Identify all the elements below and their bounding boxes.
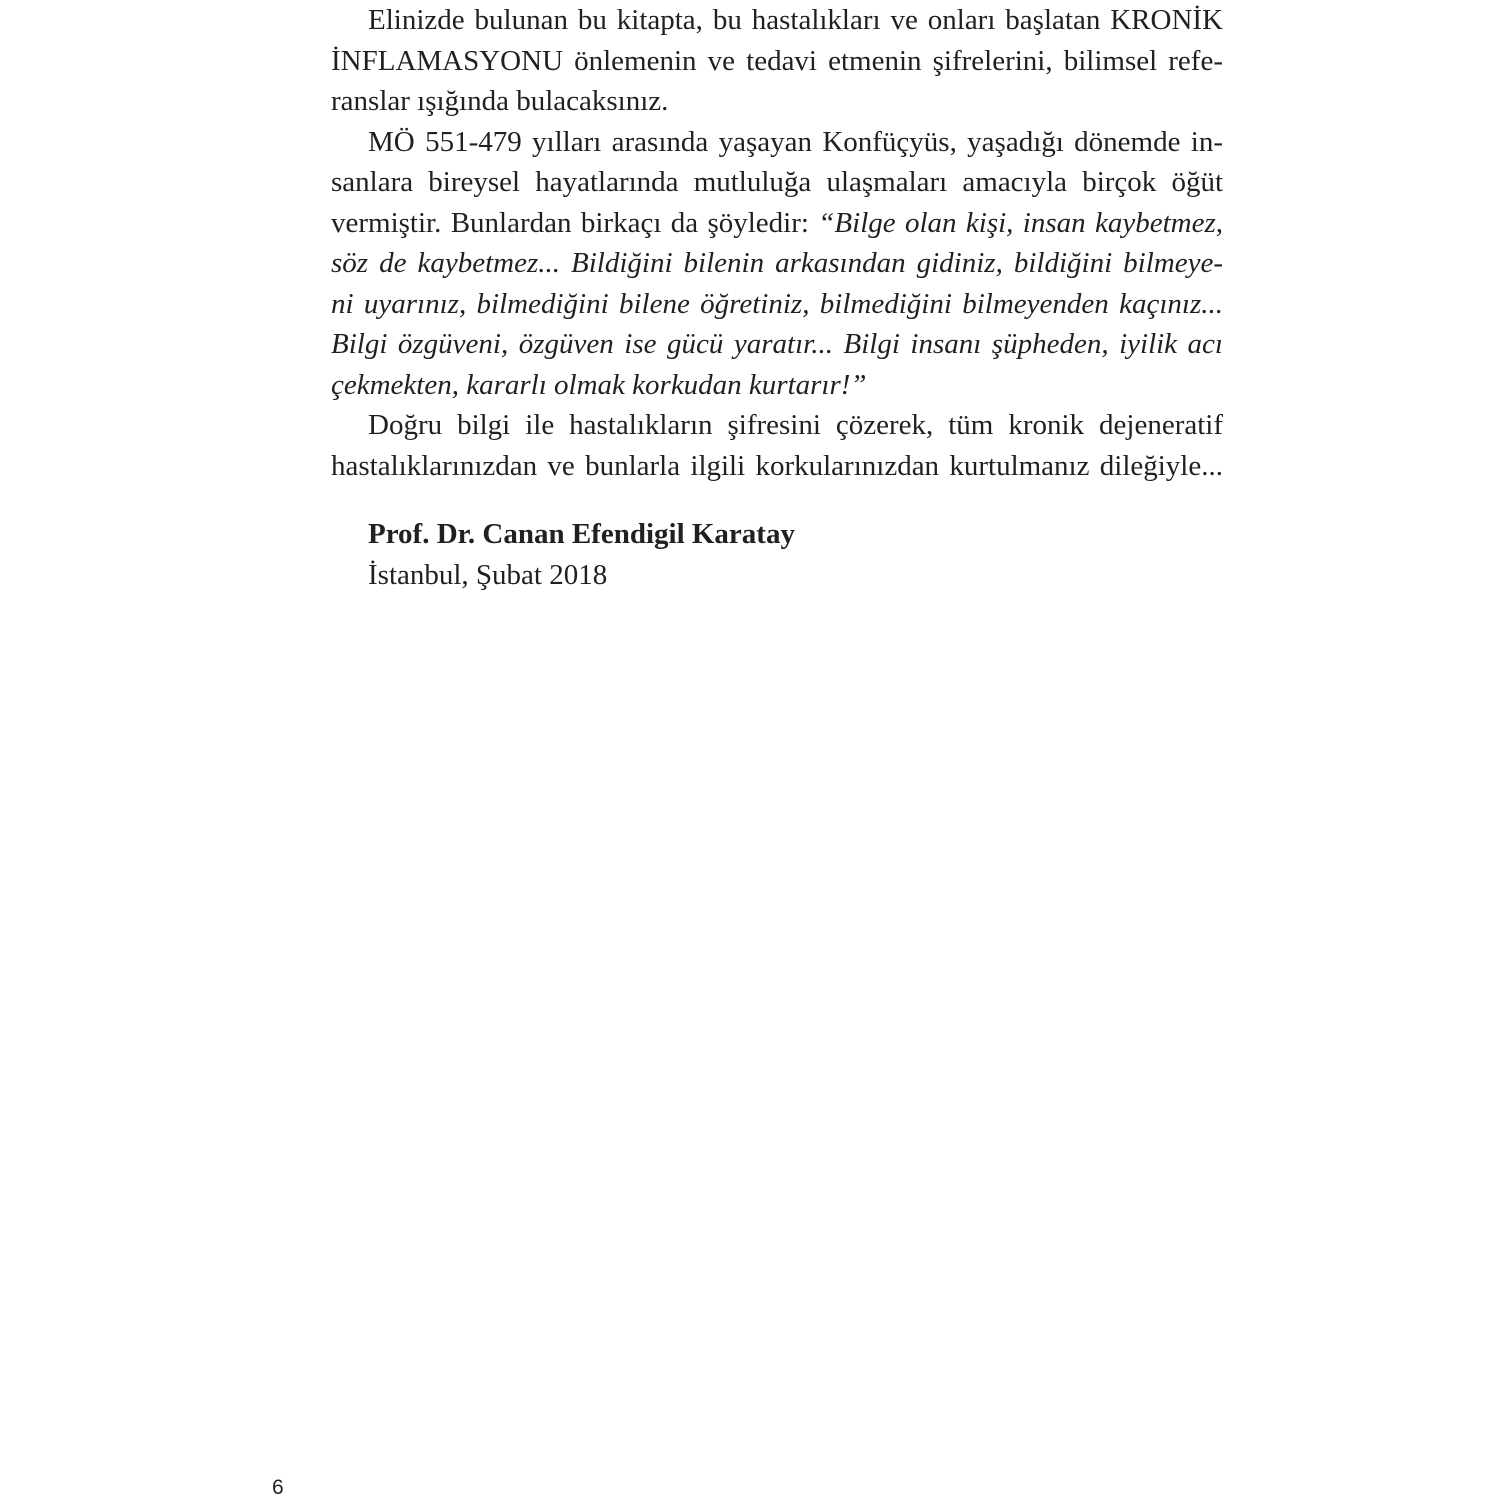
quote-line-1: söz de kaybetmez... Bildiğini bilenin arkasından gidiniz, bildiğini bilmeye- — [331, 247, 1223, 279]
paragraph-3-line-2: hastalıklarınızdan ve bunlarla ilgili korkularınızdan kurtulmanız dileğiyle... — [331, 449, 1223, 482]
paragraph-2-line-2: sanlara bireysel hayatlarında mutluluğa ulaşmaları amacıyla birçok öğüt — [331, 166, 1223, 198]
paragraph-2-line-3-roman: vermiştir. Bunlardan birkaçı da şöyledir: — [331, 206, 819, 239]
paragraph-1-line-1: Elinizde bulunan bu kitapta, bu hastalıkları ve onları başlatan KRONİK — [368, 4, 1223, 36]
quote-line-2: ni uyarınız, bilmediğini bilene öğretiniz, bilmediğini bilmeyenden kaçınız... — [331, 287, 1223, 320]
paragraph-1-line-2: İNFLAMASYONU önlemenin ve tedavi etmenin şifrelerini, bilimsel refe- — [331, 44, 1223, 77]
paragraph-2-line-3 — [331, 203, 1223, 244]
body-text — [331, 0, 1223, 486]
paragraph-3-line-1: Doğru bilgi ile hastalıkların şifresini çözerek, tüm kronik dejeneratif — [368, 409, 1223, 441]
quote-line-3: Bilgi özgüveni, özgüven ise gücü yaratır... Bilgi insanı şüpheden, iyilik acı — [331, 328, 1223, 360]
signature-block — [368, 514, 795, 595]
author-name: Prof. Dr. Canan Efendigil Karatay — [368, 518, 795, 550]
quote-start: “Bilge olan kişi, insan kaybetmez, — [818, 206, 1223, 239]
place-date: İstanbul, Şubat 2018 — [368, 558, 608, 591]
page-number: 6 — [272, 1476, 284, 1499]
paragraph-2-line-1: MÖ 551-479 yılları arasında yaşayan Konfüçyüs, yaşadığı dönemde in- — [368, 125, 1223, 158]
paragraph-1-line-3: ranslar ışığında bulacaksınız. — [331, 85, 669, 117]
quote-line-4: çekmekten, kararlı olmak korkudan kurtarır!” — [331, 368, 867, 401]
